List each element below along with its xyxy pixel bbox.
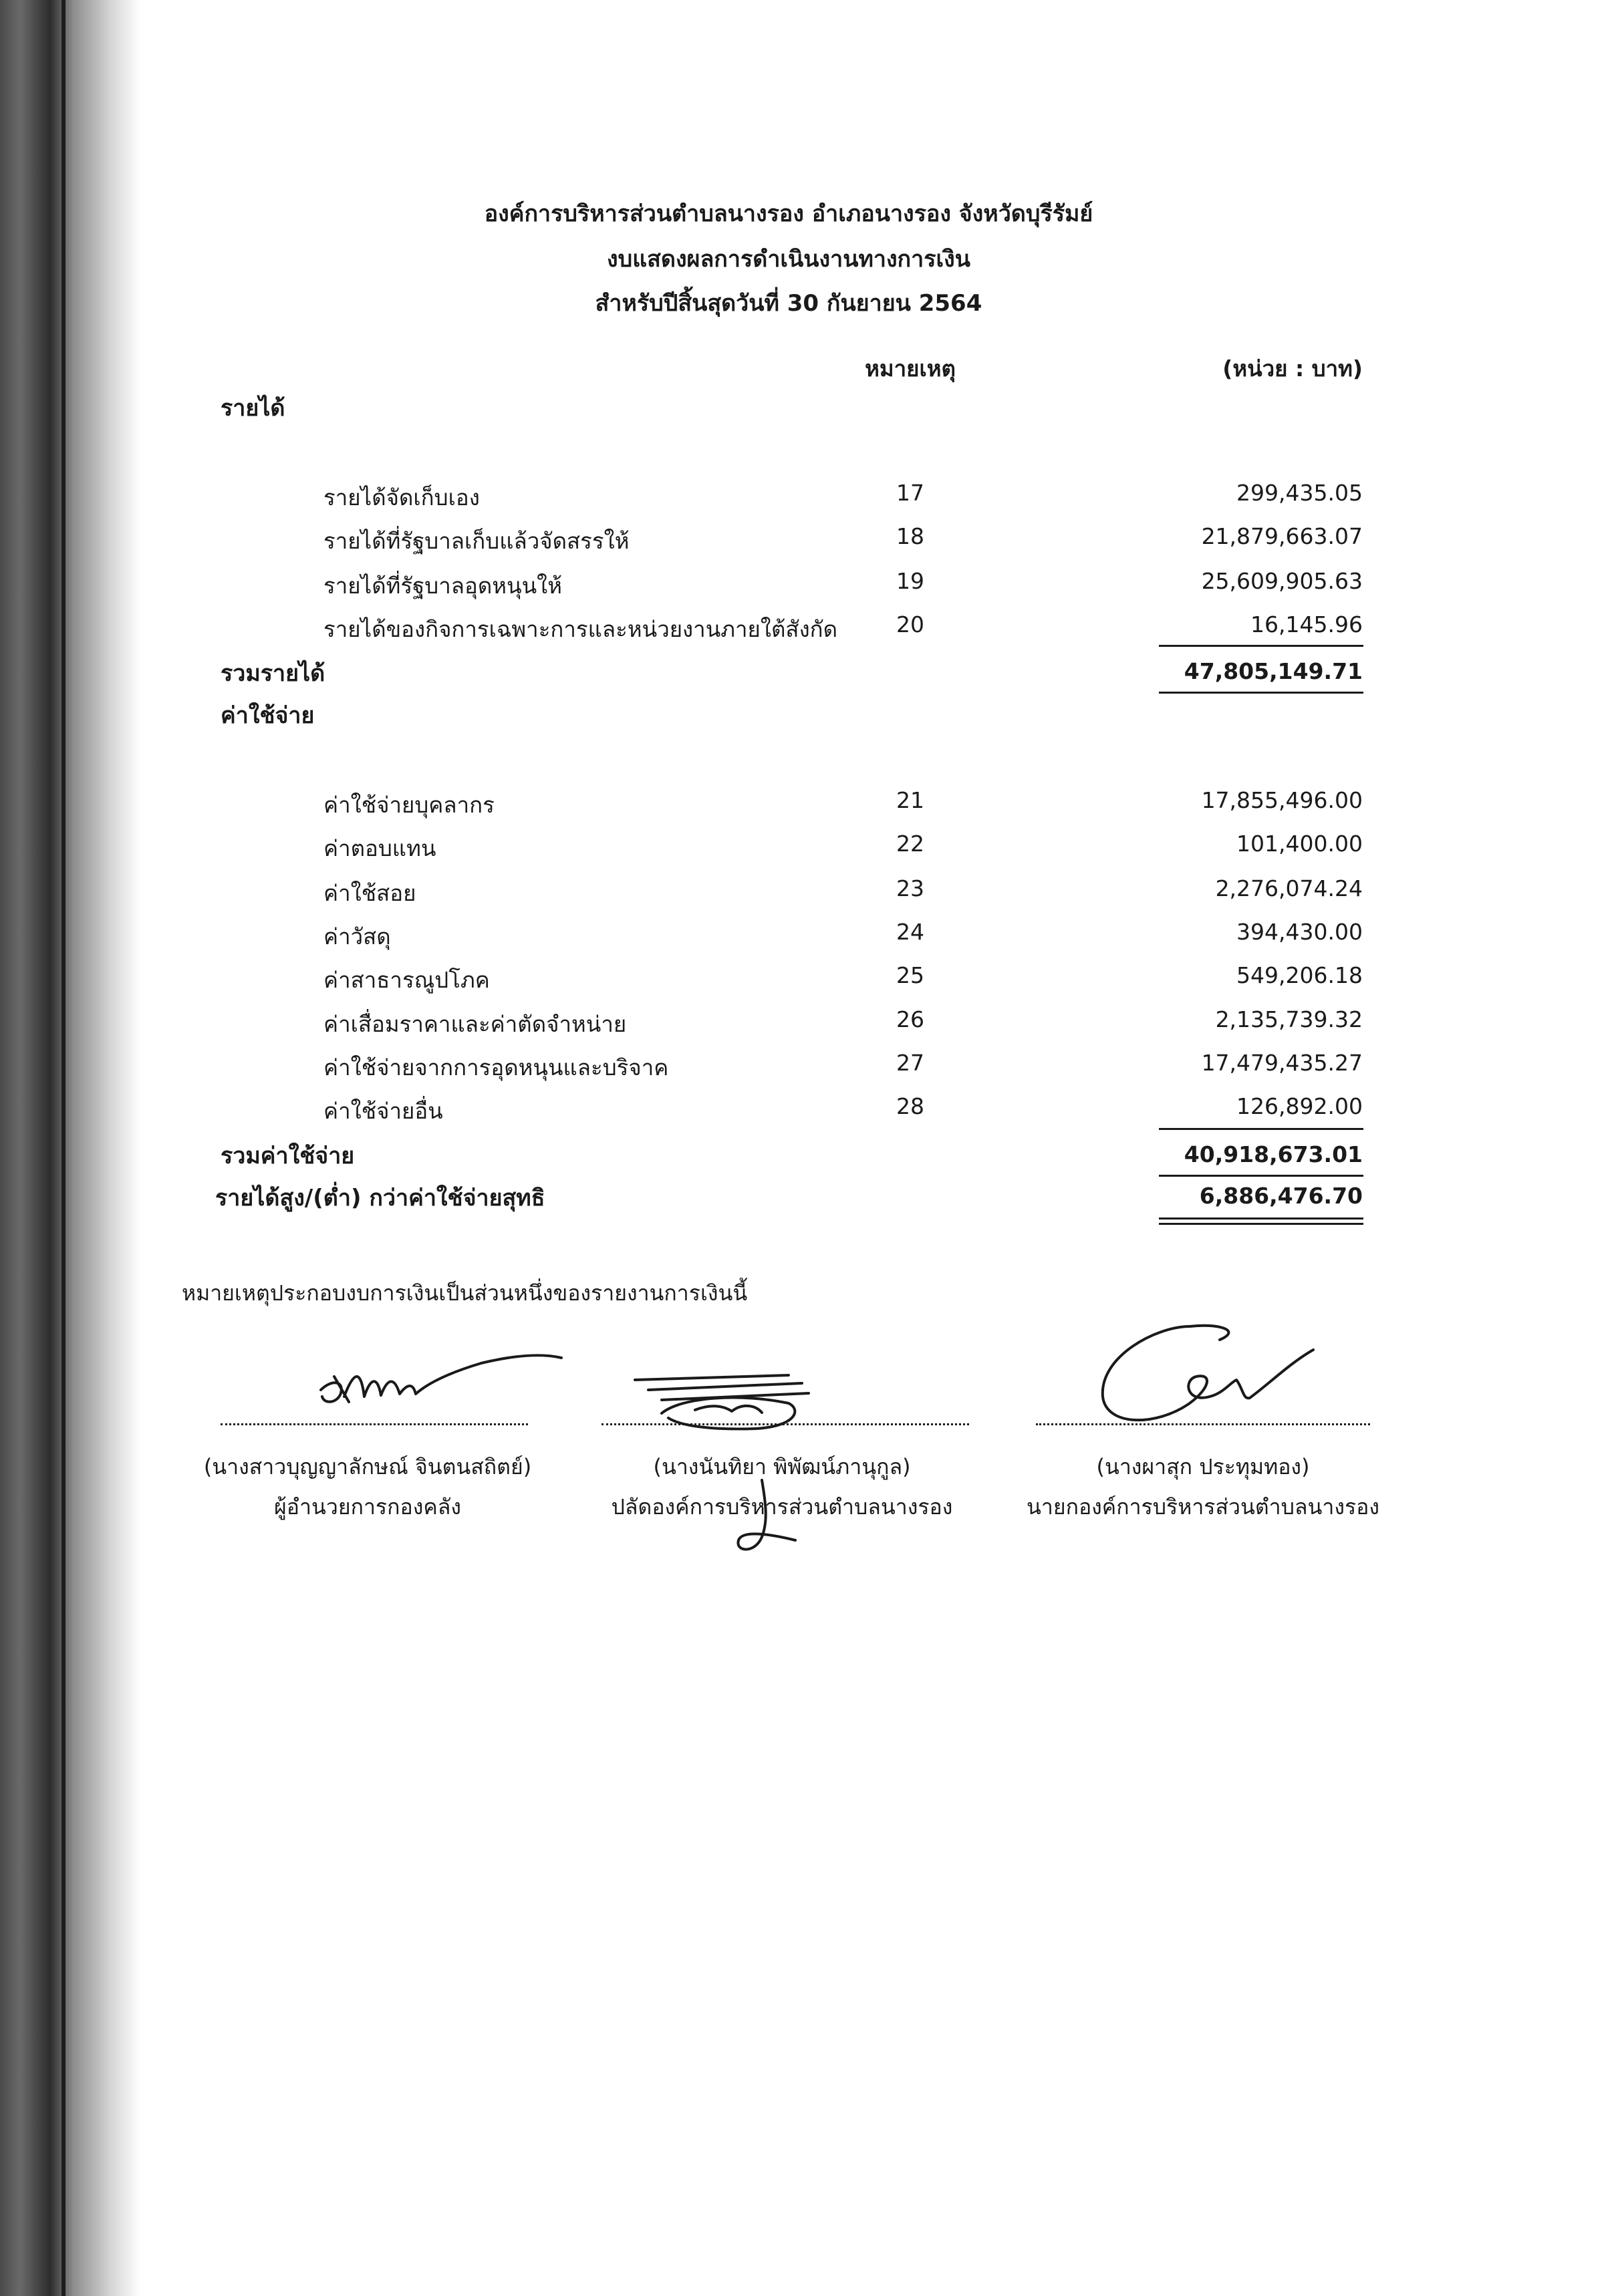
note-column-header: หมายเหตุ bbox=[865, 355, 956, 382]
org-title: องค์การบริหารส่วนตำบลนางรอง อำเภอนางรอง จังหวัดบุรีรัมย์ bbox=[484, 200, 1093, 227]
signature-line bbox=[1036, 1423, 1370, 1425]
expense-item-label: ค่าใช้จ่ายบุคลากร bbox=[323, 792, 495, 818]
expense-item-label: ค่าสาธารณูปโภค bbox=[323, 967, 490, 993]
expense-item-note: 23 bbox=[896, 875, 924, 901]
expense-item-label: ค่าใช้จ่ายจากการอุดหนุนและบริจาค bbox=[323, 1054, 669, 1081]
period-title: สำหรับปีสิ้นสุดวันที่ 30 กันยายน 2564 bbox=[595, 290, 982, 317]
expense-item-label: ค่าใช้สอย bbox=[323, 880, 416, 906]
signature-finance-director bbox=[314, 1343, 568, 1417]
expense-item-amount: 17,479,435.27 bbox=[1201, 1050, 1363, 1076]
expense-item-label: ค่าตอบแทน bbox=[323, 835, 436, 861]
double-rule-top bbox=[1159, 1217, 1363, 1219]
expense-item-label: ค่าวัสดุ bbox=[323, 923, 391, 950]
expense-item-note: 22 bbox=[896, 831, 924, 857]
expense-item-amount: 2,135,739.32 bbox=[1215, 1006, 1363, 1032]
expense-item-amount: 17,855,496.00 bbox=[1201, 787, 1363, 813]
revenue-item-label: รายได้ที่รัฐบาลเก็บแล้วจัดสรรให้ bbox=[323, 528, 630, 554]
expense-item-note: 27 bbox=[896, 1050, 924, 1076]
revenue-total-label: รวมรายได้ bbox=[221, 660, 325, 687]
scan-edge-shadow bbox=[0, 0, 140, 2296]
expense-item-amount: 549,206.18 bbox=[1236, 962, 1363, 988]
revenue-item-note: 19 bbox=[896, 568, 924, 594]
revenue-item-amount: 25,609,905.63 bbox=[1201, 568, 1363, 594]
revenue-item-label: รายได้ที่รัฐบาลอุดหนุนให้ bbox=[323, 573, 562, 599]
expense-item-amount: 126,892.00 bbox=[1236, 1093, 1363, 1119]
subtotal-rule bbox=[1159, 645, 1363, 647]
revenue-item-note: 18 bbox=[896, 523, 924, 549]
revenue-item-label: รายได้จัดเก็บเอง bbox=[323, 484, 480, 511]
expense-item-amount: 101,400.00 bbox=[1236, 831, 1363, 857]
subtotal-rule bbox=[1159, 1128, 1363, 1130]
scan-edge-line bbox=[61, 0, 65, 2296]
statement-title: งบแสดงผลการดำเนินงานทางการเงิน bbox=[607, 246, 970, 273]
signatory-position: นายกองค์การบริหารส่วนตำบลนางรอง bbox=[1026, 1494, 1380, 1520]
signatory-position: ผู้อำนวยการกองคลัง bbox=[274, 1494, 461, 1520]
expense-total-amount: 40,918,673.01 bbox=[1184, 1141, 1363, 1167]
expense-total-label: รวมค่าใช้จ่าย bbox=[221, 1143, 355, 1169]
net-result-label: รายได้สูง/(ต่ำ) กว่าค่าใช้จ่ายสุทธิ bbox=[215, 1185, 545, 1211]
total-rule bbox=[1159, 692, 1363, 694]
expense-item-label: ค่าเสื่อมราคาและค่าตัดจำหน่าย bbox=[323, 1011, 627, 1037]
revenue-item-note: 17 bbox=[896, 480, 924, 506]
double-rule-bottom bbox=[1159, 1223, 1363, 1225]
revenue-item-label: รายได้ของกิจการเฉพาะการและหน่วยงานภายใต้สังกัด bbox=[323, 616, 838, 642]
revenue-item-amount: 16,145.96 bbox=[1250, 611, 1363, 637]
signatory-name: (นางนันทิยา พิพัฒน์ภานุกูล) bbox=[653, 1454, 911, 1479]
expense-item-note: 21 bbox=[896, 787, 924, 813]
revenue-item-note: 20 bbox=[896, 611, 924, 637]
expense-item-note: 28 bbox=[896, 1093, 924, 1119]
signature-permanent-secretary bbox=[622, 1363, 835, 1437]
expense-item-amount: 394,430.00 bbox=[1236, 919, 1363, 945]
expense-item-note: 24 bbox=[896, 919, 924, 945]
total-rule bbox=[1159, 1175, 1363, 1177]
revenue-total-amount: 47,805,149.71 bbox=[1184, 658, 1363, 684]
signature-line bbox=[221, 1423, 528, 1425]
revenue-item-amount: 299,435.05 bbox=[1236, 480, 1363, 506]
signature-line bbox=[601, 1423, 969, 1425]
signatory-name: (นางผาสุก ประทุมทอง) bbox=[1096, 1454, 1310, 1479]
revenue-item-amount: 21,879,663.07 bbox=[1201, 523, 1363, 549]
net-result-amount: 6,886,476.70 bbox=[1199, 1183, 1363, 1209]
expense-item-note: 26 bbox=[896, 1006, 924, 1032]
signatory-position: ปลัดองค์การบริหารส่วนตำบลนางรอง bbox=[611, 1494, 953, 1520]
revenue-section-title: รายได้ bbox=[221, 395, 285, 422]
expense-section-title: ค่าใช้จ่าย bbox=[221, 702, 315, 729]
expense-item-note: 25 bbox=[896, 962, 924, 988]
expense-item-label: ค่าใช้จ่ายอื่น bbox=[323, 1098, 443, 1124]
footnote: หมายเหตุประกอบงบการเงินเป็นส่วนหนึ่งของรายงานการเงินนี้ bbox=[182, 1280, 748, 1306]
expense-item-amount: 2,276,074.24 bbox=[1215, 875, 1363, 901]
signatory-name: (นางสาวบุญญาลักษณ์ จินตนสถิตย์) bbox=[203, 1454, 532, 1479]
unit-column-header: (หน่วย : บาท) bbox=[1222, 355, 1363, 382]
signature-mayor bbox=[1083, 1310, 1323, 1437]
